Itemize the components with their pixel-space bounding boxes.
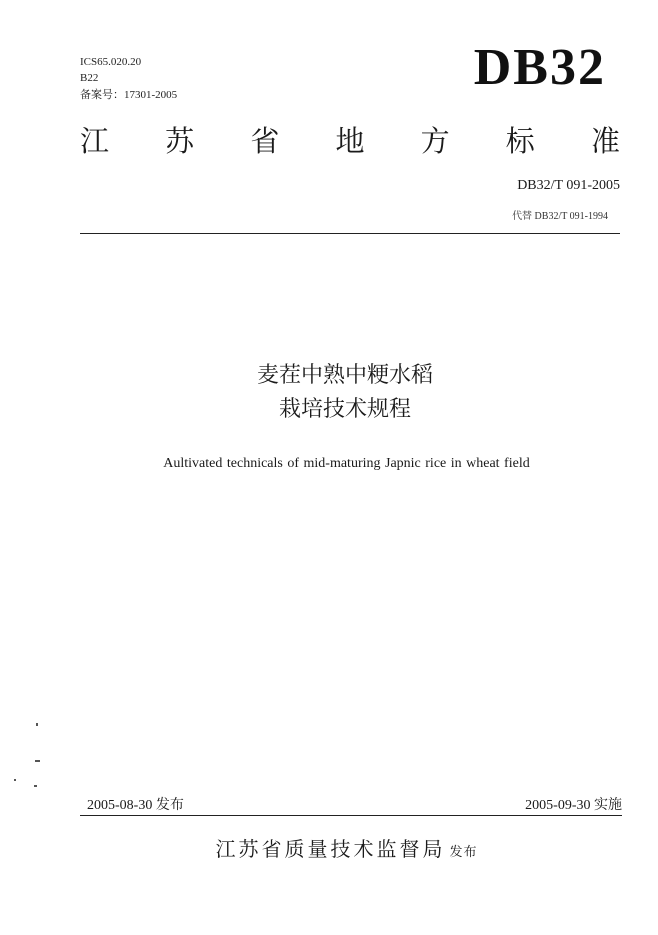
english-title: Aultivated technicals of mid-maturing Japnic rice in wheat field [163,456,530,471]
effective-date: 2005-09-30 实施 [525,798,622,813]
scan-speck [14,779,16,781]
db-mark: DB32 [473,39,606,96]
standard-type-char: 方 [420,124,450,158]
ccs-code: B22 [80,72,99,84]
standard-type-char: 苏 [165,124,195,158]
standard-number: DB32/T 091-2005 [517,178,620,193]
filing-number: 备案号：17301-2005 [80,89,178,101]
scan-speck [36,723,38,726]
issuer-name: 江苏省质量技术监督局 [215,837,446,861]
footer-divider [80,815,622,816]
standard-type-char: 标 [505,124,535,158]
issuer-suffix: 发布 [449,845,478,860]
scan-speck [34,785,37,787]
title-line-1: 麦茬中熟中粳水稻 [256,363,433,388]
ics-code: ICS65.020.20 [80,56,142,68]
replaces-note: 代替 DB32/T 091-1994 [512,211,608,222]
standard-type-char: 地 [335,124,365,158]
standard-type-char: 省 [250,124,280,158]
scan-speck [35,760,40,762]
title-line-2: 栽培技术规程 [278,397,411,422]
standard-type-char: 准 [590,124,620,158]
standard-type-heading [80,120,620,162]
standard-type-char: 江 [80,124,110,158]
issuer-line [0,835,658,867]
header-divider [80,233,620,234]
issue-date: 2005-08-30 发布 [87,798,184,813]
